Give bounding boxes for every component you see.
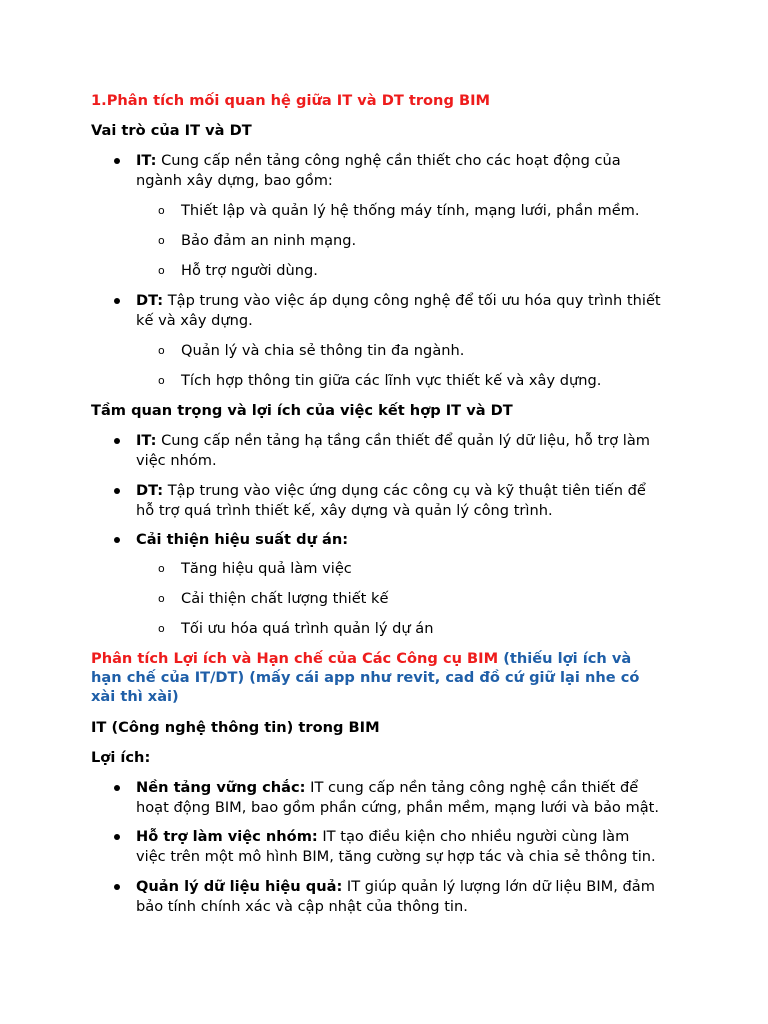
heading-2-note-line: xài thì xài)	[91, 688, 179, 705]
item-label: Hỗ trợ làm việc nhóm:	[136, 828, 318, 845]
bullet-icon	[114, 834, 120, 840]
list-item: DT: Tập trung vào việc ứng dụng các công cụ và kỹ thuật tiên tiến để	[136, 482, 646, 499]
list-item: Nền tảng vững chắc: IT cung cấp nền tảng công nghệ cần thiết để	[136, 779, 639, 796]
bullet-icon	[114, 488, 120, 494]
sub-list-item: Quản lý và chia sẻ thông tin đa ngành.	[181, 342, 465, 359]
circle-bullet-icon: o	[158, 234, 165, 247]
item-label: IT:	[136, 152, 157, 169]
list-item-continuation: kế và xây dựng.	[136, 312, 253, 329]
list-item-continuation: việc trên một mô hình BIM, tăng cường sự hợp tác và chia sẻ thông tin.	[136, 848, 656, 865]
bullet-icon	[114, 298, 120, 304]
bullet-icon	[114, 537, 120, 543]
list-item-continuation: ngành xây dựng, bao gồm:	[136, 172, 333, 189]
list-item: Cải thiện hiệu suất dự án:	[136, 531, 349, 548]
heading-2	[91, 649, 631, 669]
bullet-icon	[114, 785, 120, 791]
circle-bullet-icon: o	[158, 344, 165, 357]
list-item-continuation: việc nhóm.	[136, 452, 217, 469]
item-label: IT:	[136, 432, 157, 449]
heading-2-note-line: hạn chế của IT/DT) (mấy cái app như revit, cad đồ cứ giữ lại nhe có	[91, 669, 640, 686]
sub-list-item: Tích hợp thông tin giữa các lĩnh vực thiết kế và xây dựng.	[181, 372, 602, 389]
item-label: DT:	[136, 292, 164, 309]
item-label: Nền tảng vững chắc:	[136, 779, 306, 796]
list-item: IT: Cung cấp nền tảng công nghệ cần thiết cho các hoạt động của	[136, 152, 621, 169]
heading-2-main: Phân tích Lợi ích và Hạn chế của Các Công cụ BIM	[91, 650, 499, 667]
circle-bullet-icon: o	[158, 562, 165, 575]
list-item: DT: Tập trung vào việc áp dụng công nghệ để tối ưu hóa quy trình thiết	[136, 292, 661, 309]
bullet-icon	[114, 158, 120, 164]
list-item-continuation: bảo tính chính xác và cập nhật của thông tin.	[136, 898, 468, 915]
item-label: DT:	[136, 482, 164, 499]
bullet-icon	[114, 438, 120, 444]
subheading-it-in-bim: IT (Công nghệ thông tin) trong BIM	[91, 719, 380, 736]
subheading-benefits: Lợi ích:	[91, 749, 151, 766]
sub-list-item: Tối ưu hóa quá trình quản lý dự án	[181, 620, 434, 637]
circle-bullet-icon: o	[158, 374, 165, 387]
circle-bullet-icon: o	[158, 622, 165, 635]
circle-bullet-icon: o	[158, 204, 165, 217]
bullet-icon	[114, 884, 120, 890]
sub-list-item: Tăng hiệu quả làm việc	[181, 560, 352, 577]
circle-bullet-icon: o	[158, 592, 165, 605]
sub-list-item: Thiết lập và quản lý hệ thống máy tính, mạng lưới, phần mềm.	[181, 202, 640, 219]
sub-list-item: Hỗ trợ người dùng.	[181, 262, 318, 279]
list-item-continuation: hoạt động BIM, bao gồm phần cứng, phần mềm, mạng lưới và bảo mật.	[136, 799, 660, 816]
sub-list-item: Cải thiện chất lượng thiết kế	[181, 590, 389, 607]
sub-list-item: Bảo đảm an ninh mạng.	[181, 232, 357, 249]
list-item-continuation: hỗ trợ quá trình thiết kế, xây dựng và quản lý công trình.	[136, 502, 553, 519]
circle-bullet-icon: o	[158, 264, 165, 277]
subheading-importance: Tầm quan trọng và lợi ích của việc kết hợp IT và DT	[91, 402, 513, 419]
subheading-roles: Vai trò của IT và DT	[91, 122, 252, 139]
item-label: Quản lý dữ liệu hiệu quả:	[136, 878, 343, 895]
list-item: Hỗ trợ làm việc nhóm: IT tạo điều kiện cho nhiều người cùng làm	[136, 828, 630, 845]
heading-1: 1.Phân tích mối quan hệ giữa IT và DT trong BIM	[91, 92, 491, 109]
heading-2-note: (thiếu lợi ích và	[498, 650, 632, 667]
list-item: IT: Cung cấp nền tảng hạ tầng cần thiết để quản lý dữ liệu, hỗ trợ làm	[136, 432, 650, 449]
list-item: Quản lý dữ liệu hiệu quả: IT giúp quản lý lượng lớn dữ liệu BIM, đảm	[136, 878, 655, 895]
